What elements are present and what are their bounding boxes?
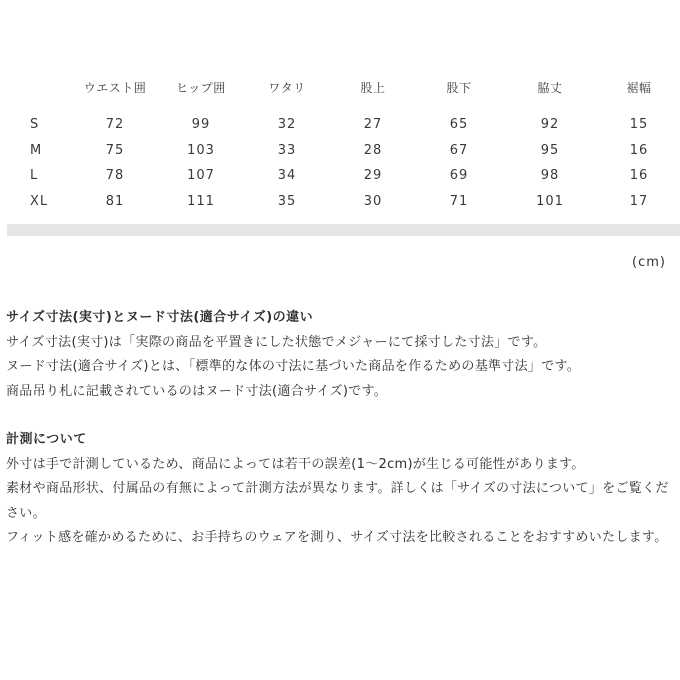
table-cell: 75 [105,142,125,158]
table-cell: 107 [187,168,215,184]
note-line: 商品吊り札に記載されているのはヌード寸法(適合サイズ)です。 [6,383,388,399]
table-cell: 33 [277,142,297,158]
note-line: サイズ寸法(実寸)は「実際の商品を平置きにした状態でメジャーにて採寸した寸法」です。 [6,334,547,350]
table-cell: 32 [277,117,297,133]
size-label: L [30,168,39,184]
table-cell: 15 [629,117,649,133]
section-heading: サイズ寸法(実寸)とヌード寸法(適合サイズ)の違い [6,310,314,325]
section-heading: 計測について [6,432,87,447]
table-cell: 71 [449,193,469,209]
table-cell: 17 [629,193,649,209]
table-cell: 78 [105,168,125,184]
size-table [0,72,680,214]
unit-label: (cm) [632,255,666,270]
table-cell: 98 [540,168,560,184]
table-cell: 16 [629,168,649,184]
notes-section [6,306,676,551]
table-cell: 27 [363,117,383,133]
table-row [0,112,680,138]
table-row [0,163,680,189]
size-label: XL [30,193,49,209]
table-cell: 101 [536,193,564,209]
divider-bar [7,224,680,236]
note-line: ヌード寸法(適合サイズ)とは、「標準的な体の寸法に基づいた商品を作るための基準寸法」です。 [6,359,581,374]
header-inseam: 股下 [446,80,472,95]
table-cell: 30 [363,193,383,209]
table-cell: 34 [277,168,297,184]
table-row [0,189,680,215]
size-label: S [30,117,40,133]
table-cell: 16 [629,142,649,158]
table-cell: 28 [363,142,383,158]
table-cell: 35 [277,193,297,209]
header-hip: ヒップ囲 [176,80,226,95]
note-line: フィット感を確かめるために、お手持ちのウェアを測り、サイズ寸法を比較されることをおすすめいたします。 [6,530,668,545]
table-cell: 65 [449,117,469,133]
table-cell: 92 [540,117,560,133]
size-table-header-row [0,72,680,102]
table-cell: 69 [449,168,469,184]
header-thigh: ワタリ [268,80,306,95]
header-waist: ウエスト囲 [83,80,147,95]
table-cell: 29 [363,168,383,184]
table-cell: 95 [540,142,560,158]
note-line: 素材や商品形状、付属品の有無によって計測方法が異なります。詳しくは「サイズの寸法について」をご覧ください。 [6,481,669,521]
header-hem-width: 裾幅 [626,80,652,95]
note-line: 外寸は手で計測しているため、商品によっては若干の誤差(1〜2cm)が生じる可能性があります。 [6,456,585,472]
table-cell: 103 [187,142,215,158]
table-cell: 99 [191,117,211,133]
table-cell: 67 [449,142,469,158]
header-rise: 股上 [360,80,386,95]
header-cell [0,72,72,102]
table-cell: 81 [105,193,125,209]
header-outseam: 脇丈 [537,80,563,95]
table-row [0,138,680,164]
table-cell: 72 [105,117,125,133]
size-label: M [30,142,43,158]
table-cell: 111 [187,193,215,209]
